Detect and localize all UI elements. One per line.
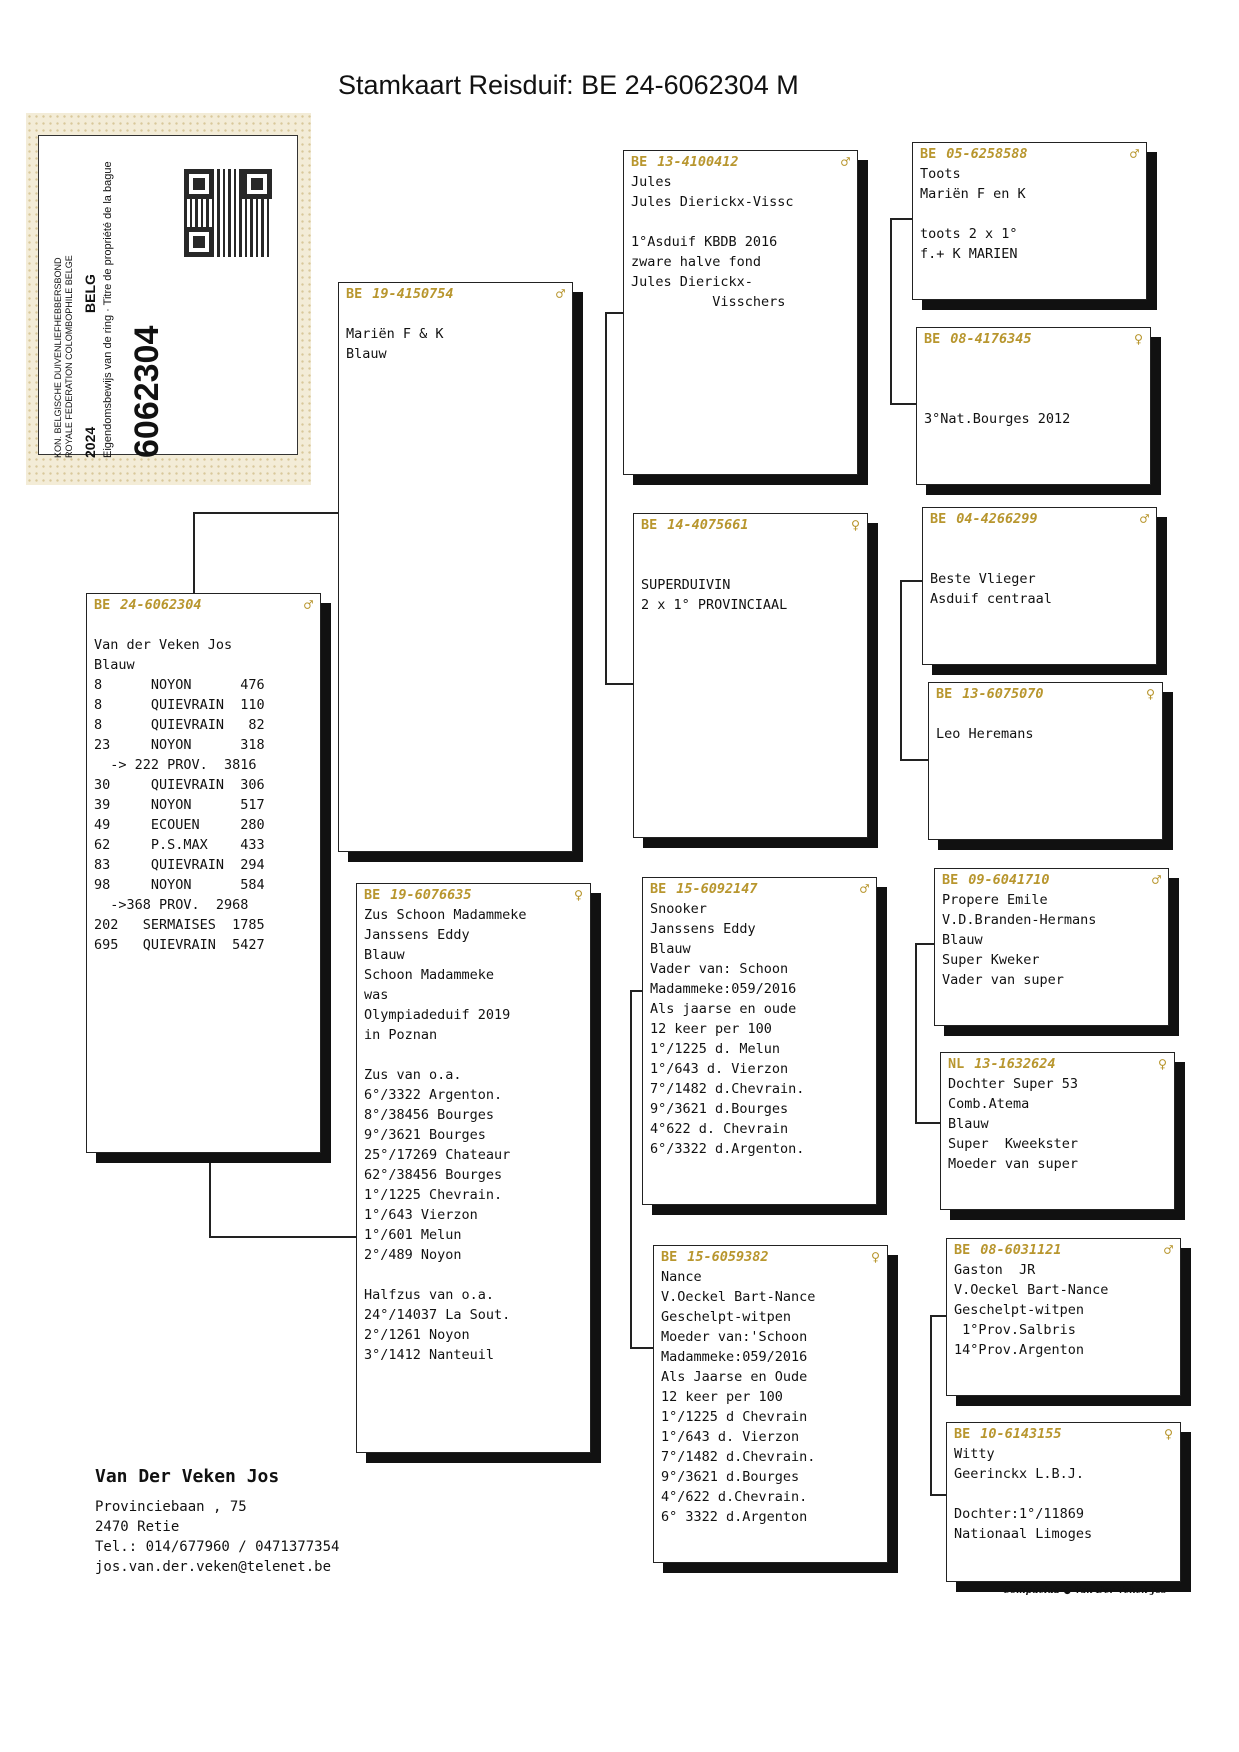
owner-city: 2470 Retie xyxy=(95,1519,180,1535)
country-code: BE xyxy=(94,596,111,613)
card-line: was xyxy=(364,987,389,1003)
pedigree-card-sire-sire xyxy=(623,150,858,475)
male-symbol-icon: ♂ xyxy=(1129,144,1139,163)
card-line xyxy=(346,304,565,324)
card-line: 30 QUIEVRAIN 306 xyxy=(94,777,265,793)
country-code: BE xyxy=(346,285,363,302)
page-title: Stamkaart Reisduif: BE 24-6062304 M xyxy=(338,70,799,100)
ring-number: 08-4176345 xyxy=(950,330,1032,347)
card-line: 12 keer per 100 xyxy=(661,1389,783,1405)
card-line: Janssens Eddy xyxy=(364,927,470,943)
card-line: 4°/622 d.Chevrain. xyxy=(661,1489,808,1505)
card-header xyxy=(346,283,565,304)
card-line: 8 QUIEVRAIN 82 xyxy=(94,717,265,733)
male-symbol-icon: ♂ xyxy=(303,595,313,614)
connector-line xyxy=(605,312,607,684)
ring-number: 09-6041710 xyxy=(968,871,1050,888)
card-line: Super Kweekster xyxy=(948,1136,1079,1152)
card-header xyxy=(631,151,850,172)
card-line: Super Kweker xyxy=(942,952,1040,968)
card-line: 695 QUIEVRAIN 5427 xyxy=(94,937,265,953)
card-line: Als Jaarse en Oude xyxy=(661,1369,808,1385)
card-line: Schoon Madammeke xyxy=(364,967,495,983)
ring-number: 13-1632624 xyxy=(974,1055,1056,1072)
card-line: toots 2 x 1° xyxy=(920,226,1018,242)
female-symbol-icon: ♀ xyxy=(1145,684,1155,703)
card-line: Mariën F en K xyxy=(920,186,1026,202)
country-code: BE xyxy=(930,510,947,527)
card-line xyxy=(924,349,1143,369)
card-line: 2°/489 Noyon xyxy=(364,1247,462,1263)
ring-number: 19-4150754 xyxy=(372,285,454,302)
card-header xyxy=(942,869,1161,890)
connector-line xyxy=(915,943,935,945)
card-line: Geschelpt-witpen xyxy=(661,1309,792,1325)
card-line: 62 P.S.MAX 433 xyxy=(94,837,265,853)
ring-certificate-inner xyxy=(38,135,298,458)
pedigree-card-sire-dam-sire xyxy=(922,507,1157,665)
card-line: 12 keer per 100 xyxy=(650,1021,772,1037)
card-line xyxy=(936,704,1155,724)
card-header xyxy=(661,1246,880,1267)
card-line: 202 SERMAISES 1785 xyxy=(94,917,265,933)
card-line xyxy=(924,369,1143,389)
country-code: BE xyxy=(954,1241,971,1258)
card-header xyxy=(94,594,313,615)
card-line: 2°/1261 Noyon xyxy=(364,1327,470,1343)
card-line: 1°/643 d. Vierzon xyxy=(661,1429,800,1445)
card-line: Als jaarse en oude xyxy=(650,1001,797,1017)
connector-line xyxy=(900,759,928,761)
country-code: BE xyxy=(920,145,937,162)
connector-line xyxy=(890,218,914,220)
card-line: Nationaal Limoges xyxy=(954,1526,1093,1542)
card-line: Madammeke:059/2016 xyxy=(650,981,797,997)
org-nl: KON. BELGISCHE DUIVENLIEFHEBBERSBOND xyxy=(53,257,63,458)
card-line: f.+ K MARIEN xyxy=(920,246,1018,262)
card-line: 62°/38456 Bourges xyxy=(364,1167,503,1183)
org-fr: ROYALE FEDERATION COLOMBOPHILE BELGE xyxy=(64,255,74,458)
card-line: 6° 3322 d.Argenton xyxy=(661,1509,808,1525)
ring-certificate-text xyxy=(53,161,167,458)
country-code: BE xyxy=(641,516,658,533)
card-line: Nance xyxy=(661,1269,702,1285)
card-line: V.Oeckel Bart-Nance xyxy=(661,1289,816,1305)
male-symbol-icon: ♂ xyxy=(555,284,565,303)
card-line: Witty xyxy=(954,1446,995,1462)
ring-caption: Eigendomsbewijs van de ring · Titre de propriété de la bague xyxy=(102,161,114,458)
country-code: BE xyxy=(661,1248,678,1265)
card-header xyxy=(954,1239,1173,1260)
ring-country: BELG xyxy=(82,274,98,313)
pedigree-card-sire-sire-sire xyxy=(912,142,1147,300)
card-line: Comb.Atema xyxy=(948,1096,1030,1112)
card-line: zware halve fond xyxy=(631,254,762,270)
card-header xyxy=(948,1053,1167,1074)
card-line: 39 NOYON 517 xyxy=(94,797,265,813)
card-line xyxy=(641,555,860,575)
ring-number: 6062304 xyxy=(128,325,166,458)
pedigree-card-dam-sire-dam xyxy=(940,1052,1175,1210)
connector-line xyxy=(209,1160,211,1236)
card-line xyxy=(954,1484,1173,1504)
card-header xyxy=(650,878,869,899)
card-line: Dochter Super 53 xyxy=(948,1076,1079,1092)
card-line: Asduif centraal xyxy=(930,591,1052,607)
ring-year: 2024 xyxy=(82,426,98,458)
card-line: Jules Dierickx- xyxy=(631,274,753,290)
card-header xyxy=(924,328,1143,349)
card-line: Blauw xyxy=(346,346,387,362)
card-line: Blauw xyxy=(94,657,135,673)
qr-code-icon xyxy=(184,169,272,257)
female-symbol-icon: ♀ xyxy=(1133,329,1143,348)
male-symbol-icon: ♂ xyxy=(840,152,850,171)
card-line: Propere Emile xyxy=(942,892,1048,908)
card-line: Leo Heremans xyxy=(936,726,1034,742)
ring-number: 13-6075070 xyxy=(962,685,1044,702)
card-line: 4°622 d. Chevrain xyxy=(650,1121,789,1137)
card-line: Toots xyxy=(920,166,961,182)
connector-line xyxy=(209,1236,358,1238)
card-line xyxy=(364,1045,583,1065)
connector-line xyxy=(630,990,632,1348)
card-line: 1°/643 d. Vierzon xyxy=(650,1061,789,1077)
card-line: Blauw xyxy=(942,932,983,948)
card-line: Vader van super xyxy=(942,972,1064,988)
card-line: -> 222 PROV. 3816 xyxy=(94,757,257,773)
card-line: Olympiadeduif 2019 xyxy=(364,1007,511,1023)
card-line: V.D.Branden-Hermans xyxy=(942,912,1097,928)
card-line: Geerinckx L.B.J. xyxy=(954,1466,1085,1482)
card-header xyxy=(920,143,1139,164)
ring-number: 08-6031121 xyxy=(980,1241,1062,1258)
card-line: 1°/601 Melun xyxy=(364,1227,462,1243)
female-symbol-icon: ♀ xyxy=(573,885,583,904)
male-symbol-icon: ♂ xyxy=(859,879,869,898)
card-line: 8°/38456 Bourges xyxy=(364,1107,495,1123)
software-credit: Compuclub ● Van Der Veken Jos xyxy=(1003,1586,1167,1596)
connector-line xyxy=(605,683,635,685)
female-symbol-icon: ♀ xyxy=(870,1247,880,1266)
country-code: BE xyxy=(631,153,648,170)
card-line: 6°/3322 Argenton. xyxy=(364,1087,503,1103)
card-line: V.Oeckel Bart-Nance xyxy=(954,1282,1109,1298)
ring-number: 15-6092147 xyxy=(676,880,758,897)
card-line: Gaston JR xyxy=(954,1262,1036,1278)
card-line xyxy=(930,529,1149,549)
owner-name: Van Der Veken Jos xyxy=(95,1466,280,1487)
pedigree-card-sire-sire-dam xyxy=(916,327,1151,485)
pedigree-card-dam-dam-dam xyxy=(946,1422,1181,1582)
pedigree-card-dam-sire-sire xyxy=(934,868,1169,1026)
ring-number: 15-6059382 xyxy=(687,1248,769,1265)
owner-block xyxy=(95,1467,339,1577)
pedigree-card-sire-dam xyxy=(633,513,868,838)
connector-line xyxy=(890,403,916,405)
country-code: BE xyxy=(924,330,941,347)
card-line: 6°/3322 d.Argenton. xyxy=(650,1141,805,1157)
ring-number: 10-6143155 xyxy=(980,1425,1062,1442)
card-line: 8 QUIEVRAIN 110 xyxy=(94,697,265,713)
connector-line xyxy=(915,1122,940,1124)
card-header xyxy=(954,1423,1173,1444)
pedigree-card-sire-dam-dam xyxy=(928,682,1163,840)
card-line xyxy=(930,549,1149,569)
ring-number: 04-4266299 xyxy=(956,510,1038,527)
connector-line xyxy=(890,218,892,404)
card-line: 9°/3621 d.Bourges xyxy=(661,1469,800,1485)
card-line: Zus Schoon Madammeke xyxy=(364,907,527,923)
card-line: 9°/3621 d.Bourges xyxy=(650,1101,789,1117)
card-line: 83 QUIEVRAIN 294 xyxy=(94,857,265,873)
card-line: Halfzus van o.a. xyxy=(364,1287,495,1303)
card-line: 14°Prov.Argenton xyxy=(954,1342,1085,1358)
connector-line xyxy=(630,1347,654,1349)
country-code: BE xyxy=(364,886,381,903)
card-line: Janssens Eddy xyxy=(650,921,756,937)
card-line: Snooker xyxy=(650,901,707,917)
connector-line xyxy=(930,1315,932,1495)
card-line: Moeder van super xyxy=(948,1156,1079,1172)
owner-street: Provinciebaan , 75 xyxy=(95,1499,247,1515)
connector-line xyxy=(900,580,924,582)
card-line: Jules xyxy=(631,174,672,190)
card-line: 1°/1225 d. Melun xyxy=(650,1041,781,1057)
card-line xyxy=(924,389,1143,409)
owner-phone: Tel.: 014/677960 / 0471377354 xyxy=(95,1539,340,1555)
pedigree-card-dam-dam-sire xyxy=(946,1238,1181,1396)
card-line: 3°Nat.Bourges 2012 xyxy=(924,411,1071,427)
card-line: in Poznan xyxy=(364,1027,438,1043)
country-code: BE xyxy=(954,1425,971,1442)
country-code: BE xyxy=(942,871,959,888)
card-line: 1°Prov.Salbris xyxy=(954,1322,1076,1338)
card-line: Mariën F & K xyxy=(346,326,444,342)
card-line: 24°/14037 La Sout. xyxy=(364,1307,511,1323)
card-line: Van der Veken Jos xyxy=(94,637,233,653)
country-code: BE xyxy=(650,880,667,897)
card-line xyxy=(920,204,1139,224)
card-line: 23 NOYON 318 xyxy=(94,737,265,753)
card-line: 1°/1225 d Chevrain xyxy=(661,1409,808,1425)
owner-email: jos.van.der.veken@telenet.be xyxy=(95,1559,332,1575)
ring-number: 13-4100412 xyxy=(657,153,739,170)
card-line: ->368 PROV. 2968 xyxy=(94,897,249,913)
card-line: 25°/17269 Chateaur xyxy=(364,1147,511,1163)
card-line: Blauw xyxy=(650,941,691,957)
connector-line xyxy=(605,312,625,314)
card-header xyxy=(364,884,583,905)
card-line: Blauw xyxy=(364,947,405,963)
card-line: 98 NOYON 584 xyxy=(94,877,265,893)
card-line: Jules Dierickx-Vissc xyxy=(631,194,794,210)
ring-number: 14-4075661 xyxy=(667,516,749,533)
card-line: Visschers xyxy=(631,294,786,310)
ring-number: 24-6062304 xyxy=(120,596,202,613)
card-line xyxy=(94,615,313,635)
card-line: 1°Asduif KBDB 2016 xyxy=(631,234,778,250)
card-line: SUPERDUIVIN xyxy=(641,577,731,593)
ring-certificate xyxy=(26,113,311,485)
card-line: 7°/1482 d.Chevrain. xyxy=(661,1449,816,1465)
card-line: Blauw xyxy=(948,1116,989,1132)
card-line xyxy=(641,535,860,555)
card-line: Geschelpt-witpen xyxy=(954,1302,1085,1318)
card-line: 7°/1482 d.Chevrain. xyxy=(650,1081,805,1097)
pedigree-card-subject xyxy=(86,593,321,1153)
card-header xyxy=(641,514,860,535)
female-symbol-icon: ♀ xyxy=(1163,1424,1173,1443)
country-code: BE xyxy=(936,685,953,702)
connector-line xyxy=(193,512,338,514)
pedigree-card-dam xyxy=(356,883,591,1453)
card-line: Madammeke:059/2016 xyxy=(661,1349,808,1365)
card-line: 49 ECOUEN 280 xyxy=(94,817,265,833)
card-line: Moeder van:'Schoon xyxy=(661,1329,808,1345)
male-symbol-icon: ♂ xyxy=(1139,509,1149,528)
pedigree-card-dam-dam xyxy=(653,1245,888,1563)
male-symbol-icon: ♂ xyxy=(1151,870,1161,889)
card-line: Vader van: Schoon xyxy=(650,961,789,977)
ring-number: 05-6258588 xyxy=(946,145,1028,162)
card-line: 9°/3621 Bourges xyxy=(364,1127,486,1143)
card-line xyxy=(631,212,850,232)
card-line xyxy=(364,1265,583,1285)
card-line: Beste Vlieger xyxy=(930,571,1036,587)
pedigree-card-sire xyxy=(338,282,573,852)
female-symbol-icon: ♀ xyxy=(1157,1054,1167,1073)
male-symbol-icon: ♂ xyxy=(1163,1240,1173,1259)
connector-line xyxy=(900,580,902,760)
connector-line xyxy=(193,512,195,597)
country-code: NL xyxy=(948,1055,965,1072)
card-line: 2 x 1° PROVINCIAAL xyxy=(641,597,788,613)
card-line: Dochter:1°/11869 xyxy=(954,1506,1085,1522)
card-line: 3°/1412 Nanteuil xyxy=(364,1347,495,1363)
female-symbol-icon: ♀ xyxy=(850,515,860,534)
connector-line xyxy=(915,943,917,1123)
card-line: 1°/643 Vierzon xyxy=(364,1207,478,1223)
card-line: 8 NOYON 476 xyxy=(94,677,265,693)
card-header xyxy=(930,508,1149,529)
pedigree-card-dam-sire xyxy=(642,877,877,1205)
card-line: 1°/1225 Chevrain. xyxy=(364,1187,503,1203)
card-header xyxy=(936,683,1155,704)
card-line: Zus van o.a. xyxy=(364,1067,462,1083)
ring-number: 19-6076635 xyxy=(390,886,472,903)
